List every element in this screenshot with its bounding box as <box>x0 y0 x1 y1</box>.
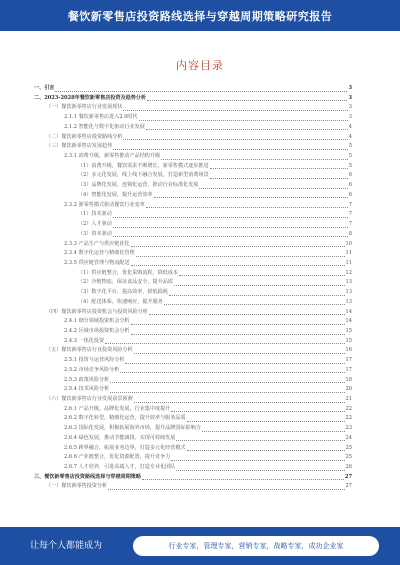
toc-entry-text: （五）餐饮新零售店行业投资风险分析 <box>46 347 133 354</box>
toc-page-number: 5 <box>348 162 352 169</box>
toc-entry-text: （2）多元化发展，线上线下融合发展，打造新型消费场景 <box>78 172 209 179</box>
toc-page-number: 11 <box>345 250 352 257</box>
toc-entry[interactable] <box>34 230 352 240</box>
toc-entry-text: （1）消费升级，餐饮需求不断增长，新零售模式逐步推进 <box>78 162 209 169</box>
toc-entry[interactable] <box>34 171 352 181</box>
toc-dot-leader <box>176 470 344 471</box>
toc-entry[interactable] <box>34 152 352 162</box>
toc-heading: 内容目录 <box>176 59 224 72</box>
toc-page-number: 21 <box>345 396 352 402</box>
toc-page-number: 4 <box>348 123 352 130</box>
toc-entry[interactable] <box>34 473 352 483</box>
toc-dot-leader <box>131 265 345 266</box>
toc-entry-text: 2.4.2 区域市场投资机会分析 <box>64 327 130 334</box>
toc-page-number: 7 <box>348 201 352 208</box>
toc-entry-text: 2.6.3 国际化发展，积极拓展海外市场，提升品牌国际影响力 <box>64 425 201 432</box>
toc-entry-text: 2.1.1 餐饮新零售店进入2.0时代 <box>64 114 138 121</box>
toc-entry-text: 2.6.2 数字化转型，精细化运营，提升效率与服务品质 <box>64 415 186 422</box>
toc-page-number: 11 <box>345 259 352 266</box>
toc-dot-leader <box>139 120 348 121</box>
toc-entry[interactable] <box>34 385 352 395</box>
toc-dot-leader <box>131 324 345 325</box>
toc-page-number: 4 <box>348 133 352 140</box>
toc-dot-leader <box>171 460 344 461</box>
toc-entry-text: 2.3.1 消费升级，新零售推动产品结构升级 <box>64 153 161 160</box>
toc-entry-text: 三、餐饮新零售店投资路线选择与穿越周期策略 <box>34 473 141 480</box>
toc-dot-leader <box>169 295 345 296</box>
toc-entry[interactable] <box>34 113 352 123</box>
toc-page-number: 10 <box>345 240 352 247</box>
toc-entry-text: （二）餐饮新零售店投资路线分析 <box>46 133 123 140</box>
toc-dot-leader <box>113 217 348 218</box>
toc-page-number: 16 <box>345 347 352 354</box>
footer-brand-text: 让每个人都能成为 <box>30 541 103 551</box>
toc-entry[interactable] <box>34 395 352 405</box>
document-title: 餐饮新零售店投资路线选择与穿越周期策略研究报告 <box>67 9 333 23</box>
toc-entry[interactable] <box>34 414 352 424</box>
toc-entry-text: （一）餐饮新零售投资分析 <box>46 483 108 490</box>
toc-entry[interactable] <box>34 337 352 347</box>
document-header-banner <box>0 0 400 31</box>
toc-page-number: 8 <box>348 230 352 237</box>
toc-entry[interactable] <box>34 356 352 366</box>
toc-entry-text: 2.6.6 产业链整合，优化资源配置，提升竞争力 <box>64 454 171 461</box>
toc-dot-leader <box>123 139 347 140</box>
toc-entry[interactable] <box>34 308 352 318</box>
toc-entry[interactable] <box>34 327 352 337</box>
toc-page-number: 6 <box>348 191 352 198</box>
toc-page-number: 5 <box>348 153 352 160</box>
toc-entry-text: （1）技术驱动 <box>78 211 112 218</box>
toc-entry-text: （4）配送体系，快速响应，提升服务 <box>78 298 163 305</box>
toc-entry[interactable] <box>34 181 352 191</box>
toc-entry[interactable] <box>34 424 352 434</box>
toc-dot-leader <box>179 275 344 276</box>
toc-dot-leader <box>149 314 345 315</box>
toc-entry[interactable] <box>34 317 352 327</box>
toc-page-number: 6 <box>348 182 352 189</box>
toc-entry[interactable] <box>34 434 352 444</box>
toc-dot-leader <box>131 246 345 247</box>
toc-dot-leader <box>134 353 345 354</box>
toc-dot-leader <box>134 402 345 403</box>
toc-entry-text: 2.5.2 市场竞争风险分析 <box>64 366 120 373</box>
toc-page-number: 15 <box>345 327 352 334</box>
toc-dot-leader <box>136 256 345 257</box>
toc-dot-leader <box>176 440 344 441</box>
toc-page-number: 20 <box>345 386 352 393</box>
toc-entry-text: （3）资本驱动 <box>78 230 112 237</box>
toc-dot-leader <box>210 178 348 179</box>
toc-entry-text: （3）品牌化发展，连锁化运营，推动行业标准化发展 <box>78 182 199 189</box>
toc-entry-text: 2.6.4 绿色发展，推动节能减排，实现可持续发展 <box>64 434 176 441</box>
toc-entry-text: （一）餐饮新零售店行业发展现状 <box>46 104 123 111</box>
toc-page-number: 22 <box>345 405 352 412</box>
toc-page-number: 13 <box>345 298 352 305</box>
toc-entry-text: （六）餐饮新零售店行业发展前景预测 <box>46 396 133 402</box>
toc-page-number: 3 <box>348 94 352 101</box>
toc-dot-leader <box>108 489 344 490</box>
toc-entry-text: 2.1.2 智能化与数字化驱动行业发展 <box>64 123 145 130</box>
toc-entry[interactable] <box>34 298 352 308</box>
toc-dot-leader <box>55 91 347 92</box>
toc-entry-text: 2.3.4 数字化运营与精细化管理 <box>64 250 135 257</box>
toc-entry-text: （三）餐饮新零售店发展趋势 <box>46 143 113 150</box>
toc-dot-leader <box>174 285 345 286</box>
toc-dot-leader <box>110 382 344 383</box>
toc-entry-text: 2.5.3 政策风险分析 <box>64 376 110 383</box>
toc-entry[interactable] <box>34 482 352 492</box>
toc-page-number: 22 <box>345 415 352 422</box>
toc-entry[interactable] <box>34 201 352 211</box>
toc-page-number: 23 <box>345 425 352 432</box>
toc-page-number: 13 <box>345 279 352 286</box>
table-of-contents <box>34 84 352 492</box>
toc-entry[interactable] <box>34 142 352 152</box>
toc-entry[interactable] <box>34 191 352 201</box>
toc-page-number: 15 <box>345 337 352 344</box>
toc-entry-text: 2.5.4 技术风险分析 <box>64 386 110 393</box>
toc-entry[interactable] <box>34 288 352 298</box>
toc-dot-leader <box>210 168 348 169</box>
toc-dot-leader <box>146 129 348 130</box>
toc-page-number: 3 <box>348 104 352 111</box>
footer-slogan-badge: 行业专家，管理专家，营销专家，战略专家，成功企业家 <box>133 536 379 556</box>
footer-banner <box>0 527 400 565</box>
toc-entry-text: 2.5.1 投资与运营风险分析 <box>64 357 125 364</box>
toc-entry-text: 2.3.3 产品生产与供应链优化 <box>64 240 130 247</box>
toc-page-number: 25 <box>345 444 352 451</box>
toc-page-number: 7 <box>348 221 352 228</box>
toc-entry-text: 2.6.7 人才培养，引进高端人才，打造专业化团队 <box>64 464 176 471</box>
toc-dot-leader <box>146 207 348 208</box>
toc-dot-leader <box>105 343 344 344</box>
toc-entry[interactable] <box>34 162 352 172</box>
toc-entry[interactable] <box>34 463 352 473</box>
toc-entry-text: （4）智能化发展，提升运营效率 <box>78 191 153 198</box>
toc-entry-text: 2.6.1 产品升级，品牌化发展，行业集中度提升 <box>64 405 171 412</box>
toc-entry[interactable] <box>34 84 352 94</box>
toc-entry[interactable] <box>34 133 352 143</box>
toc-page-number: 7 <box>348 211 352 218</box>
toc-entry-text: （四）餐饮新零售店投资机会与投资风险分析 <box>46 308 148 315</box>
toc-entry[interactable] <box>34 453 352 463</box>
toc-dot-leader <box>202 431 345 432</box>
toc-entry[interactable] <box>34 210 352 220</box>
toc-entry[interactable] <box>34 240 352 250</box>
toc-entry[interactable] <box>34 269 352 279</box>
toc-dot-leader <box>131 334 345 335</box>
toc-page-number: 3 <box>348 85 352 91</box>
toc-dot-leader <box>110 392 344 393</box>
toc-entry-text: （2）人才驱动 <box>78 221 112 228</box>
toc-dot-leader <box>154 197 348 198</box>
toc-dot-leader <box>123 110 347 111</box>
toc-dot-leader <box>125 363 344 364</box>
toc-dot-leader <box>161 159 348 160</box>
toc-page-number: 27 <box>345 483 352 490</box>
toc-entry-text: 2.3.2 新零售模式驱动餐饮行业变革 <box>64 201 145 208</box>
toc-entry-text: （2）冷链物流，保证食品安全，提升品质 <box>78 279 173 286</box>
toc-entry[interactable] <box>34 220 352 230</box>
toc-page-number: 18 <box>345 376 352 383</box>
toc-entry[interactable] <box>34 444 352 454</box>
toc-entry-text: 2.3.5 供应链管理与物流配送 <box>64 259 130 266</box>
toc-entry-text: 2.4.1 细分领域投资机会分析 <box>64 318 130 325</box>
toc-dot-leader <box>187 421 345 422</box>
toc-page-number: 26 <box>345 464 352 471</box>
toc-entry-text: 2.4.3 一体化投资 <box>64 337 105 344</box>
toc-dot-leader <box>113 236 348 237</box>
toc-page-number: 3 <box>348 114 352 121</box>
toc-page-number: 6 <box>348 172 352 179</box>
toc-page-number: 14 <box>345 308 352 315</box>
toc-entry-text: （3）数字化平台，提高效率，降低损耗 <box>78 289 168 296</box>
toc-page-number: 12 <box>345 269 352 276</box>
toc-dot-leader <box>120 372 344 373</box>
toc-entry[interactable] <box>34 103 352 113</box>
toc-entry-text: 一、引言 <box>34 85 55 91</box>
toc-dot-leader <box>113 149 348 150</box>
toc-entry-text: 二、2023-2028年餐饮新零售店投资及趋势分析 <box>34 94 146 101</box>
toc-entry[interactable] <box>34 249 352 259</box>
toc-entry-text: （1）供应链整合，优化采购流程，降低成本 <box>78 269 179 276</box>
toc-page-number: 27 <box>344 473 352 480</box>
toc-dot-leader <box>147 100 347 101</box>
toc-entry-text: 2.6.5 跨界融合，拓展业务边界，打造多元化经营模式 <box>64 444 186 451</box>
toc-dot-leader <box>187 450 345 451</box>
toc-dot-leader <box>142 479 344 480</box>
toc-page-number: 14 <box>345 318 352 325</box>
toc-entry[interactable] <box>34 94 352 104</box>
toc-page-number: 13 <box>345 289 352 296</box>
toc-entry[interactable] <box>34 278 352 288</box>
toc-page-number: 17 <box>345 366 352 373</box>
toc-dot-leader <box>171 411 344 412</box>
toc-entry[interactable] <box>34 366 352 376</box>
toc-entry[interactable] <box>34 346 352 356</box>
toc-dot-leader <box>113 227 348 228</box>
toc-page-number: 24 <box>345 434 352 441</box>
toc-page-number: 17 <box>345 357 352 364</box>
toc-dot-leader <box>199 188 347 189</box>
toc-entry[interactable] <box>34 405 352 415</box>
toc-entry[interactable] <box>34 259 352 269</box>
toc-dot-leader <box>164 304 345 305</box>
toc-page-number: 25 <box>345 454 352 461</box>
toc-page-number: 5 <box>348 143 352 150</box>
toc-entry[interactable] <box>34 123 352 133</box>
toc-entry[interactable] <box>34 376 352 386</box>
